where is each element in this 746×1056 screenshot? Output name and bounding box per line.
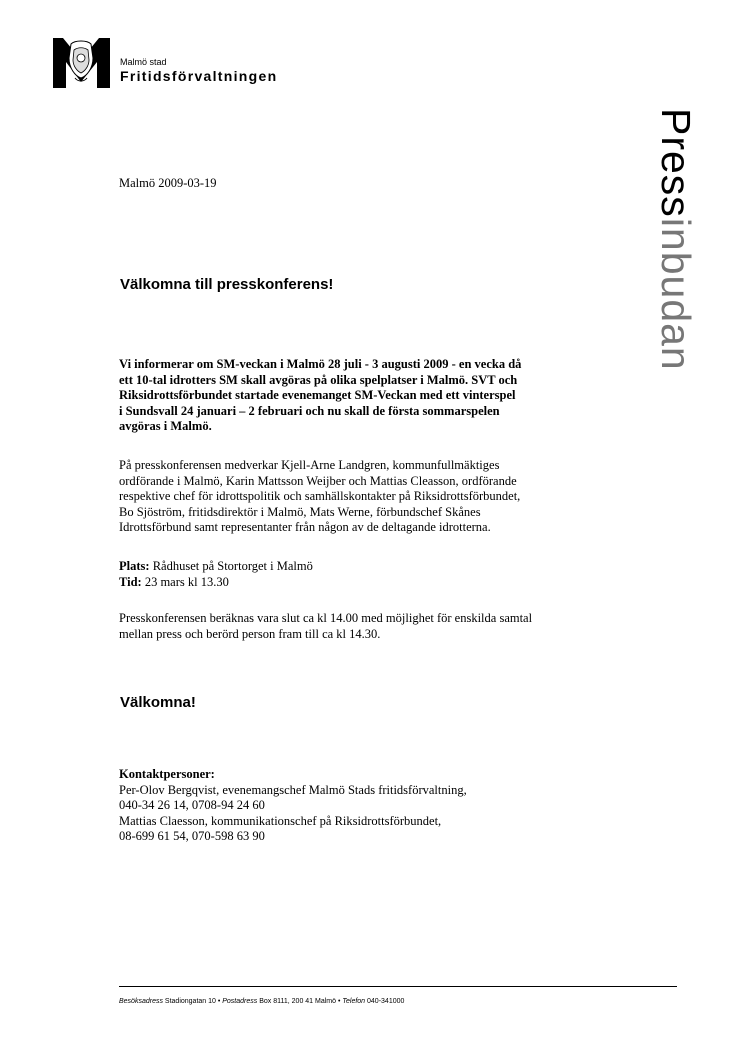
closing-line: mellan press och berörd person fram till ca kl 14.30. [119, 626, 381, 641]
lead-line: Vi informerar om SM-veckan i Malmö 28 juli - 3 augusti 2009 - en vecka då [119, 357, 522, 371]
organization-block [120, 57, 277, 85]
post-label: Postadress [222, 998, 258, 1005]
contact-line: Per-Olov Bergqvist, evenemangschef Malmö Stads fritidsförvaltning, [119, 782, 467, 797]
contact-line: 040-34 26 14, 0708-94 24 60 [119, 798, 265, 813]
place-label: Plats: [119, 559, 150, 573]
event-details [119, 559, 619, 590]
press-invitation-label [654, 108, 698, 371]
malmo-stad-logo [53, 38, 110, 88]
footer-separator: • [215, 998, 223, 1005]
side-label-bold: Press [653, 108, 699, 218]
lead-line: i Sundsvall 24 januari – 2 februari och nu skall de första sommarspelen [119, 403, 500, 418]
participants-paragraph [119, 458, 619, 536]
place-line [119, 559, 619, 575]
side-label-light: inbudan [653, 217, 699, 371]
visit-value: Stadiongatan 10 [162, 998, 216, 1005]
phone-value: 040-341000 [365, 998, 405, 1005]
department-name: Fritidsförvaltningen [120, 68, 278, 84]
body-line: Idrottsförbund samt representanter från någon av de deltagande idrotterna. [119, 520, 491, 535]
contacts-heading: Kontaktpersoner: [119, 767, 215, 781]
page-title: Välkomna till presskonferens! [120, 276, 334, 293]
footer-divider [119, 986, 677, 987]
body-line: På presskonferensen medverkar Kjell-Arne Landgren, kommunfullmäktiges [119, 458, 500, 472]
lead-paragraph [119, 357, 619, 435]
time-value: 23 mars kl 13.30 [141, 574, 229, 589]
body-line: respektive chef för idrottspolitik och samhällskontakter på Riksidrottsförbundet, [119, 489, 521, 504]
phone-label: Telefon [342, 998, 366, 1005]
contact-line: Mattias Claesson, kommunikationschef på Riksidrottsförbundet, [119, 813, 442, 828]
contacts-block [119, 767, 619, 845]
footer-address [119, 998, 404, 1005]
post-value: Box 8111, 200 41 Malmö [257, 998, 337, 1005]
closing-paragraph [119, 611, 619, 642]
lead-line: ett 10-tal idrotters SM skall avgöras på olika spelplatser i Malmö. SVT och [119, 372, 518, 387]
lead-line: avgöras i Malmö. [119, 419, 212, 434]
time-line [119, 575, 619, 591]
body-line: Bo Sjöström, fritidsdirektör i Malmö, Mats Werne, förbundschef Skånes [119, 504, 481, 519]
document-date: Malmö 2009-03-19 [119, 176, 217, 190]
welcome-heading: Välkomna! [120, 694, 196, 711]
closing-line: Presskonferensen beräknas vara slut ca kl 14.00 med möjlighet för enskilda samtal [119, 611, 533, 625]
city-name: Malmö stad [120, 57, 167, 67]
time-label: Tid: [119, 574, 142, 589]
contact-line: 08-699 61 54, 070-598 63 90 [119, 829, 265, 844]
footer-separator: • [336, 998, 343, 1005]
place-value: Rådhuset på Stortorget i Malmö [149, 559, 313, 573]
visit-label: Besöksadress [119, 998, 163, 1005]
lead-line: Riksidrottsförbundet startade evenemanget SM-Veckan med ett vinterspel [119, 388, 516, 403]
body-line: ordförande i Malmö, Karin Mattsson Weijber och Mattias Cleasson, ordförande [119, 473, 517, 488]
